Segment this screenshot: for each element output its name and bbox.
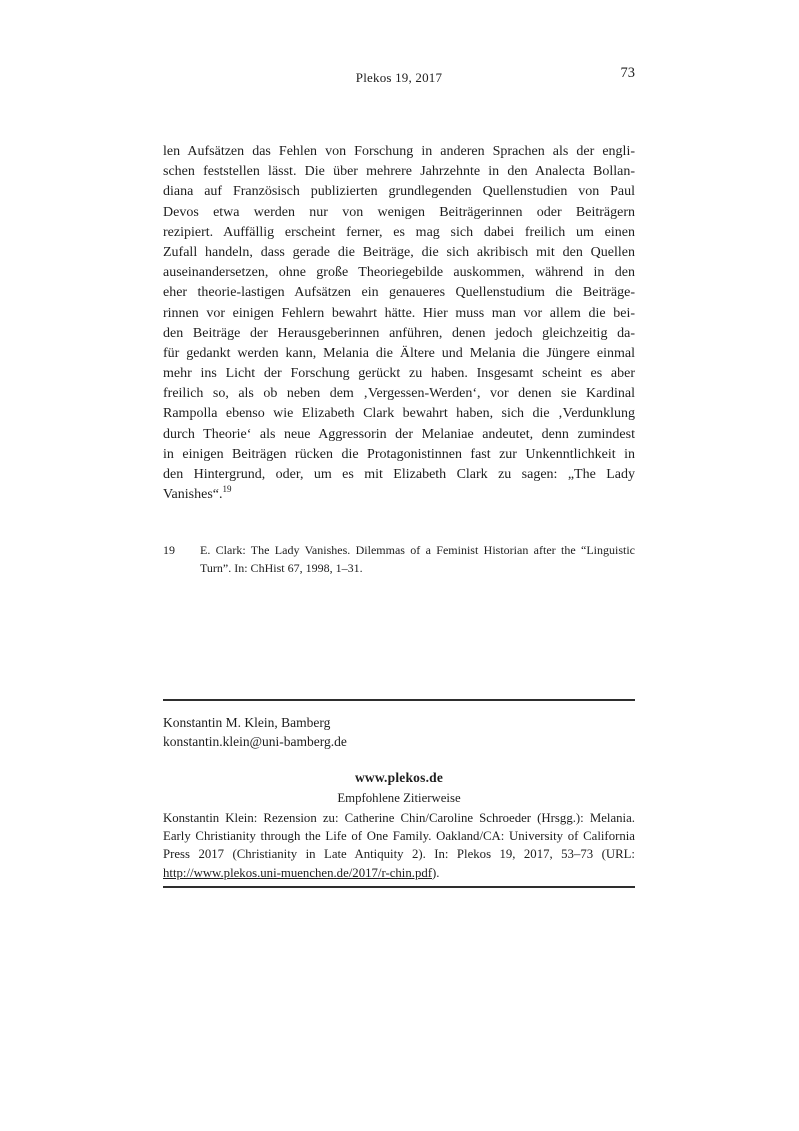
citation-line: Early Christianity through the Life of One Family. Oakland/CA: University of California (163, 829, 635, 844)
footnote-line: Turn”. In: ChHist 67, 1998, 1–31. (200, 561, 363, 576)
author-email: konstantin.klein@uni-bamberg.de (163, 733, 347, 749)
body-text-line: Zufall handeln, dass gerade die Beiträge, die sich akribisch mit den Quellen (163, 244, 635, 260)
body-text-line: Devos etwa werden nur von wenigen Beiträgerinnen oder Beiträgern (163, 204, 635, 220)
signature-block (163, 714, 635, 752)
citation-line: Konstantin Klein: Rezension zu: Catherine Chin/Caroline Schroeder (Hrsgg.): Melania. (163, 811, 635, 825)
author-name: Konstantin M. Klein, Bamberg (163, 715, 331, 730)
body-last-line-text: Vanishes“. (163, 487, 223, 503)
body-text-line: Rampolla ebenso wie Elizabeth Clark bewahrt haben, sich die ‚Verdunklung (163, 406, 635, 422)
body-text-line: len Aufsätzen das Fehlen von Forschung in anderen Sprachen als der engli- (163, 144, 635, 159)
page-number: 73 (620, 65, 635, 81)
body-text-line: rezipiert. Auffällig erscheint ferner, es mag sich dabei freilich um einen (163, 224, 635, 240)
separator-rule-top (163, 699, 635, 701)
footnote-ref: 19 (222, 484, 232, 495)
body-text-line: den Beiträge der Herausgeberinnen anführen, denen jedoch gleichzeitig da- (163, 325, 635, 341)
body-text-line: durch Theorie‘ als neue Aggressorin der Melaniae andeutet, denn zumindest (163, 426, 635, 442)
body-text-line-last (163, 485, 635, 505)
separator-rule-bottom (163, 886, 635, 888)
body-paragraph (163, 142, 635, 505)
body-text-line: für gedankt werden kann, Melania die Ältere und Melania die Jüngere einmal (163, 345, 635, 361)
footnote (163, 541, 635, 578)
citation-line-url (163, 864, 635, 882)
citation-block (163, 809, 635, 882)
body-text-line: den Hintergrund, oder, um es mit Elizabeth Clark zu sagen: „The Lady (163, 467, 635, 482)
plekos-website: www.plekos.de (354, 770, 444, 785)
body-text-line: in einigen Beiträgen rücken die Protagonistinnen fast zur Unkenntlichkeit in (163, 446, 635, 462)
footnote-line: E. Clark: The Lady Vanishes. Dilemmas of a Feminist Historian after the “Linguistic (200, 543, 635, 557)
body-text-line: freilich so, als ob neben dem ‚Vergessen-Werden‘, vor denen sie Kardinal (163, 386, 635, 402)
citation-line: Press 2017 (Christianity in Late Antiquity 2). In: Plekos 19, 2017, 53–73 (URL: (163, 847, 635, 862)
citation-url-suffix: ). (432, 865, 440, 880)
citation-url-link[interactable]: http://www.plekos.uni-muenchen.de/2017/r-chin.pdf (163, 865, 433, 880)
body-text-line: rinnen vor einigen Fehlern bewahrt hätte. Hier muss man vor allem die bei- (163, 305, 635, 321)
footnote-number: 19 (163, 543, 175, 557)
body-text-line: mehr ins Licht der Forschung gerückt zu haben. Insgesamt scheint es aber (163, 366, 635, 382)
body-text-line: eher theorie-lastigen Aufsätzen ein genaueres Quellenstudium die Beiträge- (163, 285, 635, 301)
running-header-journal: Plekos 19, 2017 (355, 70, 443, 85)
body-text-line: diana auf Französisch publizierten grundlegenden Quellenstudien von Paul (163, 184, 635, 200)
body-text-line: auseinandersetzen, ohne große Theoriegebilde auskommen, während in den (163, 265, 635, 281)
body-text-line: schen feststellen lässt. Die über mehrere Jahrzehnte in den Analecta Bollan- (163, 164, 635, 180)
citation-heading: Empfohlene Zitierweise (337, 791, 461, 805)
